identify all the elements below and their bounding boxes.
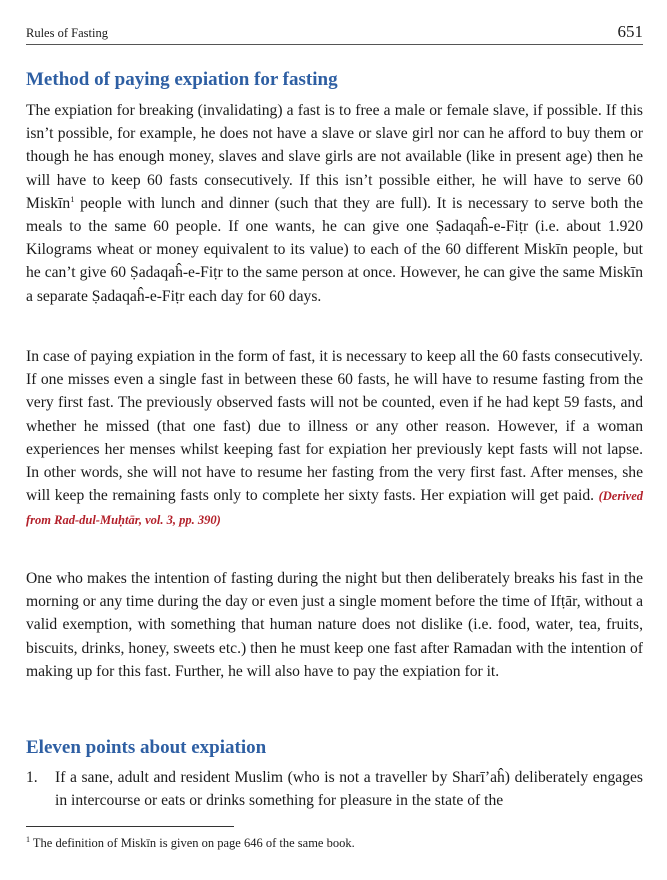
footnote-divider [26, 826, 234, 827]
paragraph-text: The expiation for breaking (invalidating) a fast is to free a male or female slave, if possible. If this isn’t possible, for example, he does not have a slave or slave girl nor can he afford to buy them or though he has enough money, slaves and slave girls are not available (like in present age) then he will have to keep 60 fasts consecutively. If this isn’t possible either, he will have to serve 60 Miskīn [26, 102, 643, 212]
paragraph-text-cont: people with lunch and dinner (such that they are full). It is necessary to serve both the meals to the same 60 people. If one wants, he can give one Ṣadaqaĥ-e-Fiṭr (i.e. about 1.920 Kilograms wheat or money equivalent to its value) to each of the 60 different Miskīn people, but he can’t give 60 Ṣadaqaĥ-e-Fiṭr to the same person at once. However, he can give the same Miskīn a separate Ṣadaqaĥ-e-Fiṭr each day for 60 days. [26, 194, 643, 305]
list-number: 1. [26, 769, 38, 786]
footnote-marker: 1 [26, 834, 30, 844]
paragraph-fasting-consecutively [26, 345, 643, 533]
footnote-reference: 1 [70, 193, 75, 204]
book-page [26, 0, 643, 880]
citation: (Derived from Rad-dul-Muḥtār, vol. 3, pp. 390) [26, 489, 643, 528]
page-header [26, 22, 643, 45]
paragraph-text: In case of paying expiation in the form of fast, it is necessary to keep all the 60 fasts consecutively. If one misses even a single fast in between these 60 fasts, he will have to resume fasting from the very first fast. The previously observed fasts will not be counted, even if he had kept 59 fasts, and whether he missed (that one fast) due to illness or any other reason. However, if a woman experiences her menses whilst keeping fast for expiation her previously kept fasts will not lapse. In other words, she will not have to resume her fasting from the very first fast. After menses, she will keep the remaining fasts only to complete her sixty fasts. Her expiation will get paid. [26, 348, 643, 505]
footnote [26, 836, 355, 851]
list-item-1 [26, 766, 643, 812]
section-heading-method: Method of paying expiation for fasting [26, 69, 338, 90]
page-number: 651 [617, 22, 643, 41]
running-title: Rules of Fasting [26, 26, 108, 40]
section-heading-eleven-points: Eleven points about expiation [26, 737, 267, 758]
list-item-text: If a sane, adult and resident Muslim (who is not a traveller by Sharī’aĥ) deliberately engages in intercourse or eats or drinks something for pleasure in the state of the [55, 769, 643, 810]
footnote-text: The definition of Miskīn is given on page 646 of the same book. [30, 836, 355, 850]
paragraph-expiation-method [26, 99, 643, 308]
paragraph-breaking-fast: One who makes the intention of fasting during the night but then deliberately breaks his fast in the morning or any time during the day or even just a single moment before the time of Ifṭār, without a valid exemption, with something that human nature does not dislike (i.e. food, water, tea, fruits, biscuits, drinks, honey, sweets etc.) then he must keep one fast after Ramadan with the intention of making up for this fast. Further, he will also have to pay the expiation for it. [26, 570, 643, 680]
